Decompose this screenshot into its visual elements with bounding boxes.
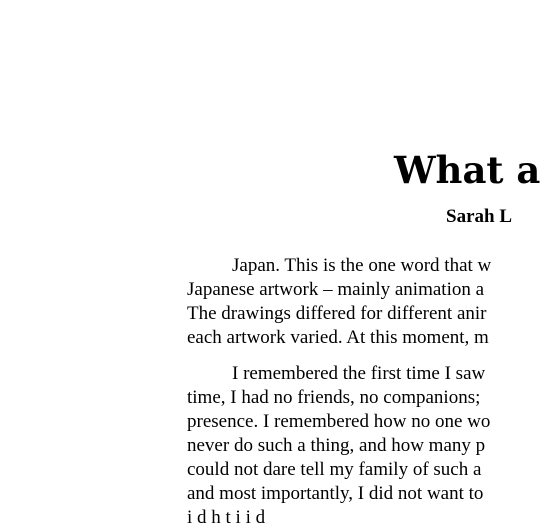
text-line: and most importantly, I did not want to xyxy=(187,483,484,504)
paragraph-1 xyxy=(187,254,491,350)
text-line: could not dare tell my family of such a xyxy=(187,459,482,480)
document-title: What a xyxy=(394,148,540,192)
text-line: Japan. This is the one word that w xyxy=(232,255,492,276)
text-line: Japanese artwork – mainly animation a xyxy=(187,279,485,300)
text-line: time, I had no friends, no companions; xyxy=(187,387,481,408)
paragraph-2 xyxy=(187,362,490,530)
text-line: i d h t i i d xyxy=(187,507,266,528)
text-line: The drawings differed for different anir xyxy=(187,303,487,324)
text-line: presence. I remembered how no one wo xyxy=(187,411,491,432)
author-name: Sarah L xyxy=(446,206,512,227)
text-line: never do such a thing, and how many p xyxy=(187,435,486,456)
text-line: each artwork varied. At this moment, m xyxy=(187,327,489,348)
text-line: I remembered the first time I saw xyxy=(232,363,486,384)
